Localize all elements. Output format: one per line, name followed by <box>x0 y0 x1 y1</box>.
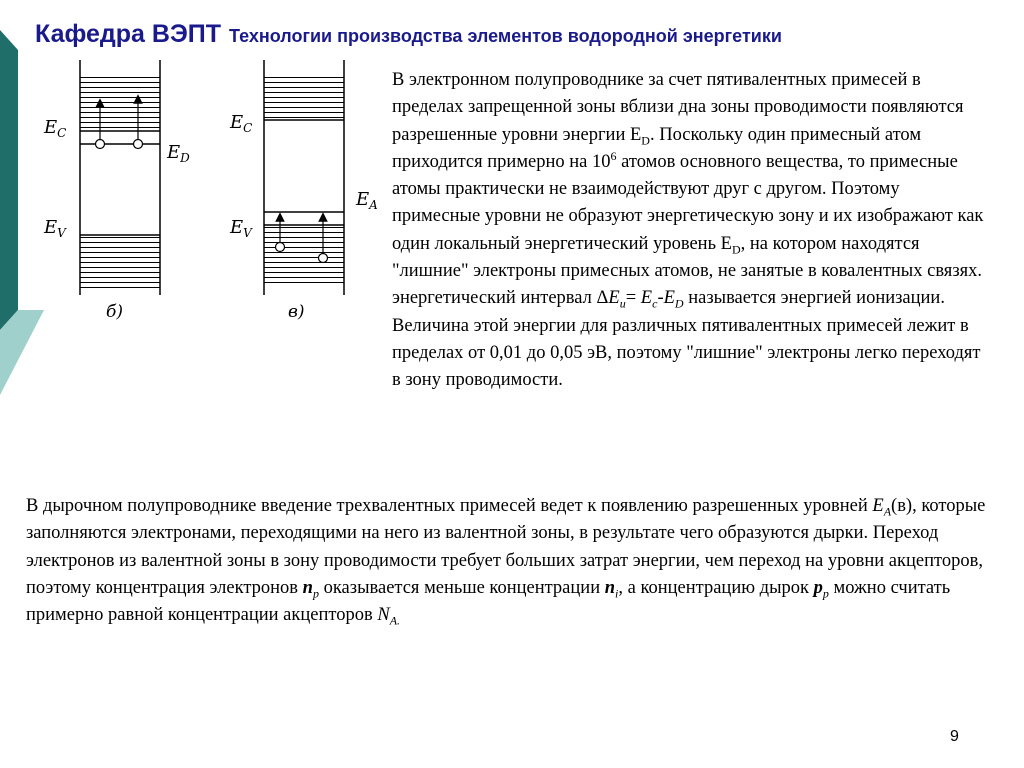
p2-pp: p <box>813 577 823 598</box>
p1-eu-sub: u <box>619 297 626 312</box>
paragraph-hole-semiconductor <box>26 493 1006 629</box>
p1-ec-sub: c <box>652 297 658 312</box>
p2-ea-sub: A <box>883 504 892 519</box>
diagram-v <box>229 60 378 322</box>
p1-dash: - <box>657 288 664 309</box>
p2-ea: E <box>872 496 884 516</box>
p1-sub-d-1: D <box>641 133 650 148</box>
p1-ed-sub: D <box>674 297 684 312</box>
topic-title: Технологии производства элементов водородной энергетики <box>229 26 782 46</box>
p1-sub-d-2: D <box>731 242 741 257</box>
band-diagrams <box>30 55 378 335</box>
p2-ni: n <box>604 577 616 598</box>
p2-text-2: (в), которые заполняются электронами, переходящими на него из валентной зоны, в результате чего образуются дырки. Переход электронов из валентной зоны в зону проводимости требует больших затрат энергии, чем переход на уровни акцепторов, поэтому концентрация электронов <box>26 496 986 598</box>
department-title: Кафедра ВЭПТ <box>35 20 221 48</box>
diagram-v-hole-1 <box>276 243 285 252</box>
page-number: 9 <box>950 728 959 745</box>
p1-text-5: называется энергией ионизации. Величина этой энергии для различных пятивалентных примесей лежит в пределах от 0,01 до 0,05 эВ, поэтому "лишние" электроны легко переходят в зону проводимости. <box>392 288 981 391</box>
p1-text-1: В электронном полупроводнике за счет пятивалентных примесей в пределах запрещенной зоны вблизи дна зоны проводимости появляются разрешенные уровни энергии Е <box>392 70 964 145</box>
p2-na-sub: A. <box>389 613 401 628</box>
diagram-b-valence-band <box>80 237 160 289</box>
slide-header <box>35 20 782 49</box>
diagram-v-conduction-band <box>264 73 344 119</box>
p2-pp-sub: p <box>822 586 829 601</box>
p2-text-1: В дырочном полупроводнике введение трехвалентных примесей ведет к появлению разрешенных уровней <box>26 496 873 516</box>
label-v-ea: $E_A$ <box>356 189 378 212</box>
caption-b: б) <box>106 302 124 322</box>
p1-delta: Δ <box>596 288 609 309</box>
diagram-v-valence-band <box>264 227 344 287</box>
p1-ec: E <box>640 288 653 309</box>
diagram-v-hole-2 <box>319 254 328 263</box>
p2-text-5: можно считать примерно равной концентрации акцепторов <box>26 577 951 626</box>
label-b-ec: $E_C$ <box>44 117 67 140</box>
p1-sup-6: 6 <box>610 148 617 163</box>
diagram-b <box>43 60 190 322</box>
caption-v: в) <box>288 302 305 322</box>
label-v-ev: $E_V$ <box>230 217 252 240</box>
label-b-ed: $E_D$ <box>167 142 190 165</box>
p2-text-3: оказывается меньше концентрации <box>318 577 605 598</box>
p2-na: N <box>377 605 390 626</box>
p1-text-2: . Поскольку один примесный атом приходится примерно на 10 <box>392 124 922 172</box>
p1-text-4: , на котором находятся "лишние" электроны примесных атомов, не занятые в ковалентных связях. энергетический интервал <box>392 233 983 309</box>
p2-text-4: , а концентрацию дырок <box>618 577 814 598</box>
teal-dark-band <box>0 30 18 330</box>
diagram-b-donor-1 <box>96 140 105 149</box>
p2-np-sub: p <box>312 586 319 601</box>
p1-eu: E <box>608 288 620 309</box>
diagram-b-conduction-band <box>80 73 160 131</box>
p2-np: n <box>302 577 313 598</box>
p1-equals: = <box>625 288 641 309</box>
label-b-ev: $E_V$ <box>44 217 66 240</box>
p2-ni-sub: i <box>615 586 619 601</box>
paragraph-electron-semiconductor <box>392 67 992 395</box>
diagram-b-donor-2 <box>134 140 143 149</box>
p1-ed: E <box>663 288 675 309</box>
p1-text-3: атомов основного вещества, то примесные атомы практически не взаимодействуют друг с другом. Поэтому примесные уровни не образуют энергетическую зону и их изображают как один локальный энергетический уровень Е <box>392 151 984 254</box>
label-v-ec: $E_C$ <box>230 112 253 135</box>
